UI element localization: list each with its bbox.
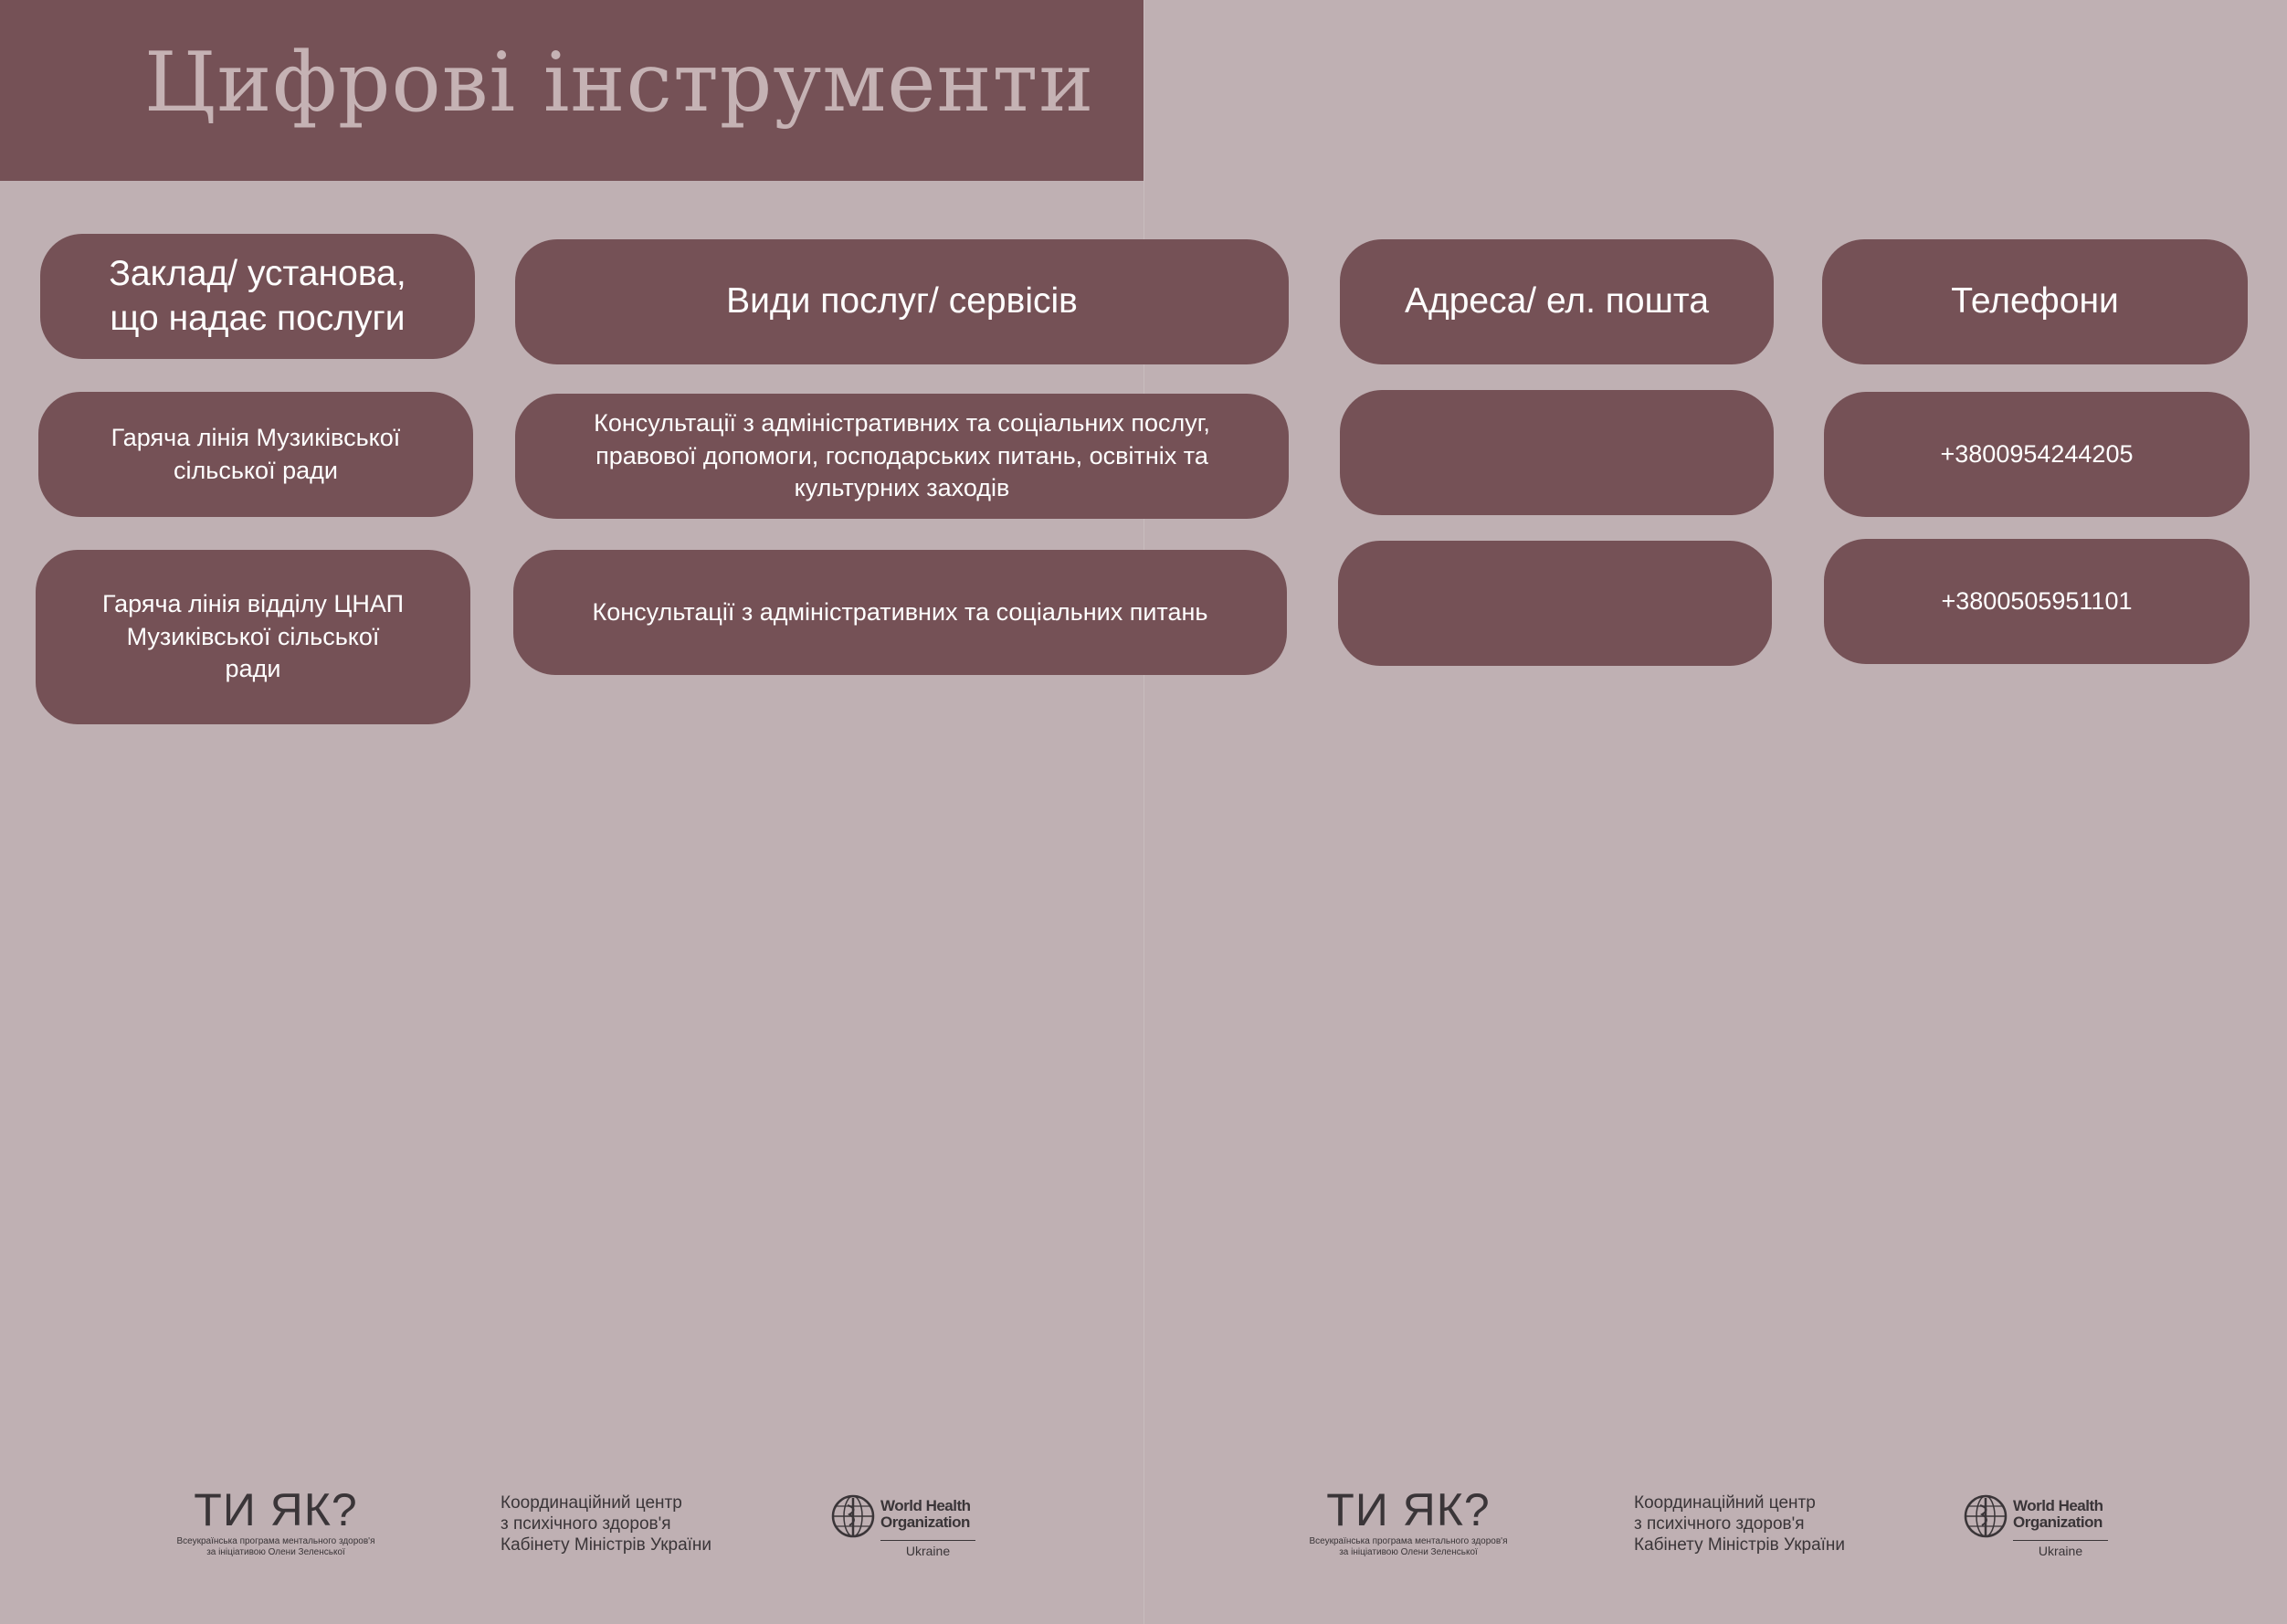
header-address-label: Адреса/ ел. пошта <box>1404 281 1710 322</box>
who-country: Ukraine <box>905 1544 951 1558</box>
header-institution-label: Заклад/ установа, що надає послуги <box>109 253 406 338</box>
row-2-phone <box>1824 539 2250 664</box>
who-rule <box>880 1540 975 1541</box>
row-1-phone-text: +3800954244205 <box>1940 439 2134 468</box>
tiyak-logo-subtitle: Всеукраїнська програма ментального здоров'я за ініціативою Олени Зеленської <box>176 1536 375 1557</box>
row-1-institution <box>38 392 473 517</box>
row-2-services-text: Консультації з адміністративних та соціальних питань <box>592 597 1208 626</box>
tiyak-logo-mark-right: ТИ ЯК? <box>1326 1484 1491 1535</box>
header-services <box>515 239 1289 364</box>
header-phones-label: Телефони <box>1951 281 2119 322</box>
tiyak-logo <box>157 1484 395 1558</box>
tiyak-logo-subtitle-right: Всеукраїнська програма ментального здоров'я за ініціативою Олени Зеленської <box>1309 1536 1508 1557</box>
row-2-phone-text: +3800505951101 <box>1941 586 2133 615</box>
who-emblem-icon <box>1962 1492 2009 1540</box>
who-country-right: Ukraine <box>2038 1544 2083 1558</box>
who-rule-right <box>2013 1540 2108 1541</box>
row-1-address <box>1340 390 1774 515</box>
title-band <box>0 0 1144 181</box>
coordination-center-text-right: Координаційний центр з психічного здоров'я Кабінету Міністрів України <box>1634 1493 1846 1555</box>
row-1-phone <box>1824 392 2250 517</box>
row-1-services <box>515 394 1289 519</box>
coordination-center-text: Координаційний центр з психічного здоров'я Кабінету Міністрів України <box>501 1493 712 1555</box>
who-logo-right <box>1962 1489 2108 1562</box>
header-institution <box>40 234 475 359</box>
row-1-institution-text: Гаряча лінія Музиківської сільської ради <box>111 423 401 484</box>
header-address <box>1340 239 1774 364</box>
page-title: Цифрові інструменти <box>144 35 1095 131</box>
who-emblem-icon <box>829 1492 877 1540</box>
row-2-institution-text: Гаряча лінія відділу ЦНАП Музиківської сільської ради <box>101 590 404 683</box>
who-logo <box>829 1489 975 1562</box>
row-2-services <box>513 550 1287 675</box>
who-name-right: World Health Organization <box>2013 1497 2103 1531</box>
row-1-services-text: Консультації з адміністративних та соціальних послуг, правової допомоги, господарських питань, освітніх та культурних заходів <box>594 409 1210 502</box>
tiyak-logo-right <box>1290 1484 1527 1558</box>
header-services-label: Види послуг/ сервісів <box>726 281 1078 322</box>
row-2-address <box>1338 541 1772 666</box>
who-name: World Health Organization <box>880 1497 971 1531</box>
header-phones <box>1822 239 2248 364</box>
row-2-institution <box>36 550 470 724</box>
tiyak-logo-mark: ТИ ЯК? <box>194 1484 358 1535</box>
